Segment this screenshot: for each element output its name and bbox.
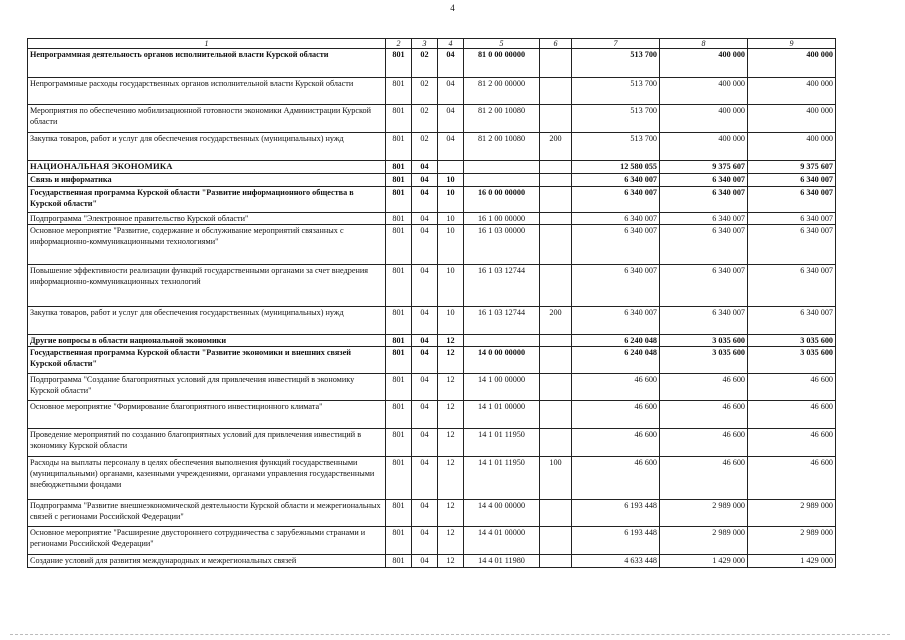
amount-col7-cell: 6 240 048 [572, 347, 660, 374]
amount-col9-cell: 6 340 007 [748, 265, 836, 307]
amount-col7-cell: 46 600 [572, 401, 660, 429]
subsection-cell: 12 [438, 527, 464, 555]
expense-type-cell [540, 213, 572, 225]
header-row [28, 39, 836, 49]
target-article-cell: 14 4 01 00000 [464, 527, 540, 555]
target-article-cell [464, 161, 540, 174]
subsection-cell: 12 [438, 555, 464, 568]
target-article-cell: 14 1 00 00000 [464, 374, 540, 401]
amount-col7-cell: 513 700 [572, 105, 660, 133]
code-main-cell: 801 [386, 307, 412, 335]
page-bottom-rule [10, 634, 890, 636]
item-name-cell: Государственная программа Курской области "Развитие информационного общества в Курской области" [28, 187, 386, 213]
table-row [28, 161, 836, 174]
amount-col8-cell: 400 000 [660, 133, 748, 161]
amount-col8-cell: 6 340 007 [660, 307, 748, 335]
table-row [28, 307, 836, 335]
section-cell: 04 [412, 161, 438, 174]
table-row [28, 78, 836, 105]
target-article-cell: 16 1 03 12744 [464, 265, 540, 307]
section-cell: 04 [412, 429, 438, 457]
code-main-cell: 801 [386, 457, 412, 500]
header-cell: 3 [412, 39, 438, 49]
header-cell: 7 [572, 39, 660, 49]
subsection-cell: 04 [438, 105, 464, 133]
item-name-cell: Расходы на выплаты персоналу в целях обеспечения выполнения функций государственными (муниципальными) органами, казенными учреждениями, органами управления государственными внебюджетными фондами [28, 457, 386, 500]
item-name-cell: Основное мероприятие "Развитие, содержание и обслуживание мероприятий связанных с информационно-коммуникационными технологиями" [28, 225, 386, 265]
expense-type-cell [540, 374, 572, 401]
expense-type-cell [540, 187, 572, 213]
amount-col7-cell: 46 600 [572, 429, 660, 457]
table-row [28, 187, 836, 213]
target-article-cell: 16 0 00 00000 [464, 187, 540, 213]
target-article-cell: 81 2 00 00000 [464, 78, 540, 105]
table-row [28, 49, 836, 78]
amount-col7-cell: 513 700 [572, 78, 660, 105]
amount-col9-cell: 400 000 [748, 105, 836, 133]
amount-col9-cell: 400 000 [748, 133, 836, 161]
item-name-cell: Связь и информатика [28, 174, 386, 187]
amount-col7-cell: 6 340 007 [572, 213, 660, 225]
subsection-cell: 12 [438, 374, 464, 401]
expense-type-cell [540, 174, 572, 187]
code-main-cell: 801 [386, 225, 412, 265]
amount-col8-cell: 6 340 007 [660, 174, 748, 187]
amount-col7-cell: 6 340 007 [572, 225, 660, 265]
target-article-cell [464, 174, 540, 187]
header-cell: 1 [28, 39, 386, 49]
subsection-cell: 10 [438, 225, 464, 265]
amount-col7-cell: 6 193 448 [572, 527, 660, 555]
item-name-cell: Мероприятия по обеспечению мобилизационной готовности экономики Администрации Курской области [28, 105, 386, 133]
amount-col7-cell: 6 240 048 [572, 335, 660, 347]
subsection-cell: 04 [438, 78, 464, 105]
amount-col8-cell: 46 600 [660, 374, 748, 401]
code-main-cell: 801 [386, 429, 412, 457]
subsection-cell: 10 [438, 213, 464, 225]
expense-type-cell [540, 429, 572, 457]
section-cell: 04 [412, 374, 438, 401]
header-cell: 9 [748, 39, 836, 49]
subsection-cell: 12 [438, 457, 464, 500]
expense-type-cell [540, 161, 572, 174]
subsection-cell: 04 [438, 133, 464, 161]
section-cell: 02 [412, 133, 438, 161]
table-row [28, 347, 836, 374]
item-name-cell: Другие вопросы в области национальной экономики [28, 335, 386, 347]
item-name-cell: Создание условий для развития международных и межрегиональных связей [28, 555, 386, 568]
item-name-cell: Непрограммная деятельность органов исполнительной власти Курской области [28, 49, 386, 78]
code-main-cell: 801 [386, 49, 412, 78]
subsection-cell: 10 [438, 174, 464, 187]
code-main-cell: 801 [386, 527, 412, 555]
section-cell: 04 [412, 555, 438, 568]
amount-col9-cell: 2 989 000 [748, 527, 836, 555]
target-article-cell: 16 1 00 00000 [464, 213, 540, 225]
code-main-cell: 801 [386, 174, 412, 187]
section-cell: 04 [412, 401, 438, 429]
section-cell: 04 [412, 174, 438, 187]
table-row [28, 133, 836, 161]
amount-col9-cell: 46 600 [748, 457, 836, 500]
expense-type-cell [540, 265, 572, 307]
section-cell: 04 [412, 500, 438, 527]
subsection-cell: 10 [438, 265, 464, 307]
amount-col7-cell: 513 700 [572, 133, 660, 161]
amount-col9-cell: 6 340 007 [748, 213, 836, 225]
expense-type-cell: 200 [540, 133, 572, 161]
amount-col9-cell: 400 000 [748, 49, 836, 78]
amount-col9-cell: 1 429 000 [748, 555, 836, 568]
expense-type-cell [540, 527, 572, 555]
amount-col9-cell: 3 035 600 [748, 347, 836, 374]
code-main-cell: 801 [386, 335, 412, 347]
amount-col8-cell: 400 000 [660, 78, 748, 105]
amount-col7-cell: 6 340 007 [572, 307, 660, 335]
subsection-cell [438, 161, 464, 174]
amount-col7-cell: 6 340 007 [572, 174, 660, 187]
amount-col7-cell: 513 700 [572, 49, 660, 78]
expense-type-cell [540, 49, 572, 78]
amount-col8-cell: 6 340 007 [660, 187, 748, 213]
item-name-cell: Основное мероприятие "Расширение двустороннего сотрудничества с зарубежными странами и регионами Российской Федерации" [28, 527, 386, 555]
amount-col7-cell: 6 340 007 [572, 265, 660, 307]
subsection-cell: 12 [438, 500, 464, 527]
expense-type-cell [540, 78, 572, 105]
amount-col9-cell: 6 340 007 [748, 225, 836, 265]
expense-type-cell [540, 500, 572, 527]
subsection-cell: 10 [438, 307, 464, 335]
table-row [28, 213, 836, 225]
target-article-cell: 81 2 00 10080 [464, 105, 540, 133]
amount-col9-cell: 6 340 007 [748, 174, 836, 187]
amount-col7-cell: 6 340 007 [572, 187, 660, 213]
amount-col8-cell: 6 340 007 [660, 225, 748, 265]
header-cell: 4 [438, 39, 464, 49]
item-name-cell: Закупка товаров, работ и услуг для обеспечения государственных (муниципальных) нужд [28, 307, 386, 335]
item-name-cell: Основное мероприятие "Формирование благоприятного инвестиционного климата" [28, 401, 386, 429]
item-name-cell: Закупка товаров, работ и услуг для обеспечения государственных (муниципальных) нужд [28, 133, 386, 161]
code-main-cell: 801 [386, 347, 412, 374]
section-cell: 04 [412, 213, 438, 225]
table-row [28, 527, 836, 555]
table-row [28, 265, 836, 307]
section-cell: 04 [412, 347, 438, 374]
amount-col7-cell: 46 600 [572, 374, 660, 401]
section-cell: 04 [412, 527, 438, 555]
amount-col9-cell: 46 600 [748, 401, 836, 429]
header-cell: 6 [540, 39, 572, 49]
amount-col9-cell: 46 600 [748, 429, 836, 457]
header-cell: 2 [386, 39, 412, 49]
amount-col8-cell: 46 600 [660, 457, 748, 500]
amount-col8-cell: 3 035 600 [660, 347, 748, 374]
item-name-cell: Подпрограмма "Создание благоприятных условий для привлечения инвестиций в экономику Курской области" [28, 374, 386, 401]
code-main-cell: 801 [386, 161, 412, 174]
table-row [28, 401, 836, 429]
target-article-cell: 14 1 01 00000 [464, 401, 540, 429]
table-row [28, 174, 836, 187]
section-cell: 04 [412, 265, 438, 307]
table-row [28, 225, 836, 265]
amount-col8-cell: 46 600 [660, 429, 748, 457]
amount-col7-cell: 6 193 448 [572, 500, 660, 527]
expense-type-cell [540, 347, 572, 374]
target-article-cell: 14 1 01 11950 [464, 457, 540, 500]
table-row [28, 105, 836, 133]
amount-col7-cell: 46 600 [572, 457, 660, 500]
item-name-cell: Подпрограмма "Развитие внешнеэкономической деятельности Курской области и межрегиональных связей с регионами Российской Федерации" [28, 500, 386, 527]
expense-type-cell [540, 225, 572, 265]
item-name-cell: Проведение мероприятий по созданию благоприятных условий для привлечения инвестиций в экономику Курской области [28, 429, 386, 457]
code-main-cell: 801 [386, 555, 412, 568]
section-cell: 02 [412, 105, 438, 133]
code-main-cell: 801 [386, 500, 412, 527]
subsection-cell: 12 [438, 429, 464, 457]
target-article-cell: 14 0 00 00000 [464, 347, 540, 374]
amount-col9-cell: 3 035 600 [748, 335, 836, 347]
section-cell: 04 [412, 457, 438, 500]
amount-col9-cell: 6 340 007 [748, 187, 836, 213]
table-row [28, 555, 836, 568]
subsection-cell: 04 [438, 49, 464, 78]
amount-col8-cell: 3 035 600 [660, 335, 748, 347]
expense-type-cell [540, 555, 572, 568]
amount-col7-cell: 12 580 055 [572, 161, 660, 174]
section-cell: 02 [412, 78, 438, 105]
amount-col8-cell: 46 600 [660, 401, 748, 429]
code-main-cell: 801 [386, 265, 412, 307]
target-article-cell: 14 4 01 11980 [464, 555, 540, 568]
subsection-cell: 12 [438, 401, 464, 429]
expense-type-cell [540, 105, 572, 133]
subsection-cell: 12 [438, 347, 464, 374]
target-article-cell: 81 0 00 00000 [464, 49, 540, 78]
code-main-cell: 801 [386, 105, 412, 133]
amount-col8-cell: 9 375 607 [660, 161, 748, 174]
budget-table [27, 38, 836, 568]
expense-type-cell: 100 [540, 457, 572, 500]
expense-type-cell [540, 401, 572, 429]
subsection-cell: 10 [438, 187, 464, 213]
table-row [28, 457, 836, 500]
header-cell: 5 [464, 39, 540, 49]
section-cell: 04 [412, 225, 438, 265]
amount-col9-cell: 6 340 007 [748, 307, 836, 335]
item-name-cell: Государственная программа Курской области "Развитие экономики и внешних связей Курской области" [28, 347, 386, 374]
item-name-cell: Непрограммные расходы государственных органов исполнительной власти Курской области [28, 78, 386, 105]
amount-col7-cell: 4 633 448 [572, 555, 660, 568]
target-article-cell: 81 2 00 10080 [464, 133, 540, 161]
target-article-cell: 14 4 00 00000 [464, 500, 540, 527]
amount-col9-cell: 400 000 [748, 78, 836, 105]
amount-col8-cell: 6 340 007 [660, 213, 748, 225]
code-main-cell: 801 [386, 401, 412, 429]
table-row [28, 335, 836, 347]
section-cell: 04 [412, 187, 438, 213]
subsection-cell: 12 [438, 335, 464, 347]
expense-type-cell: 200 [540, 307, 572, 335]
amount-col9-cell: 9 375 607 [748, 161, 836, 174]
item-name-cell: Подпрограмма "Электронное правительство Курской области" [28, 213, 386, 225]
code-main-cell: 801 [386, 374, 412, 401]
table-row [28, 500, 836, 527]
amount-col9-cell: 46 600 [748, 374, 836, 401]
amount-col8-cell: 6 340 007 [660, 265, 748, 307]
code-main-cell: 801 [386, 213, 412, 225]
item-name-cell: НАЦИОНАЛЬНАЯ ЭКОНОМИКА [28, 161, 386, 174]
section-cell: 02 [412, 49, 438, 78]
table-row [28, 374, 836, 401]
code-main-cell: 801 [386, 187, 412, 213]
table-row [28, 429, 836, 457]
amount-col8-cell: 1 429 000 [660, 555, 748, 568]
item-name-cell: Повышение эффективности реализации функций государственными органами за счет внедрения информационно-коммуникационных технологий [28, 265, 386, 307]
target-article-cell: 16 1 03 00000 [464, 225, 540, 265]
target-article-cell: 14 1 01 11950 [464, 429, 540, 457]
amount-col8-cell: 400 000 [660, 105, 748, 133]
target-article-cell [464, 335, 540, 347]
section-cell: 04 [412, 335, 438, 347]
amount-col8-cell: 2 989 000 [660, 500, 748, 527]
page-number: 4 [450, 3, 455, 13]
amount-col9-cell: 2 989 000 [748, 500, 836, 527]
amount-col8-cell: 2 989 000 [660, 527, 748, 555]
code-main-cell: 801 [386, 78, 412, 105]
header-cell: 8 [660, 39, 748, 49]
target-article-cell: 16 1 03 12744 [464, 307, 540, 335]
amount-col8-cell: 400 000 [660, 49, 748, 78]
code-main-cell: 801 [386, 133, 412, 161]
section-cell: 04 [412, 307, 438, 335]
expense-type-cell [540, 335, 572, 347]
